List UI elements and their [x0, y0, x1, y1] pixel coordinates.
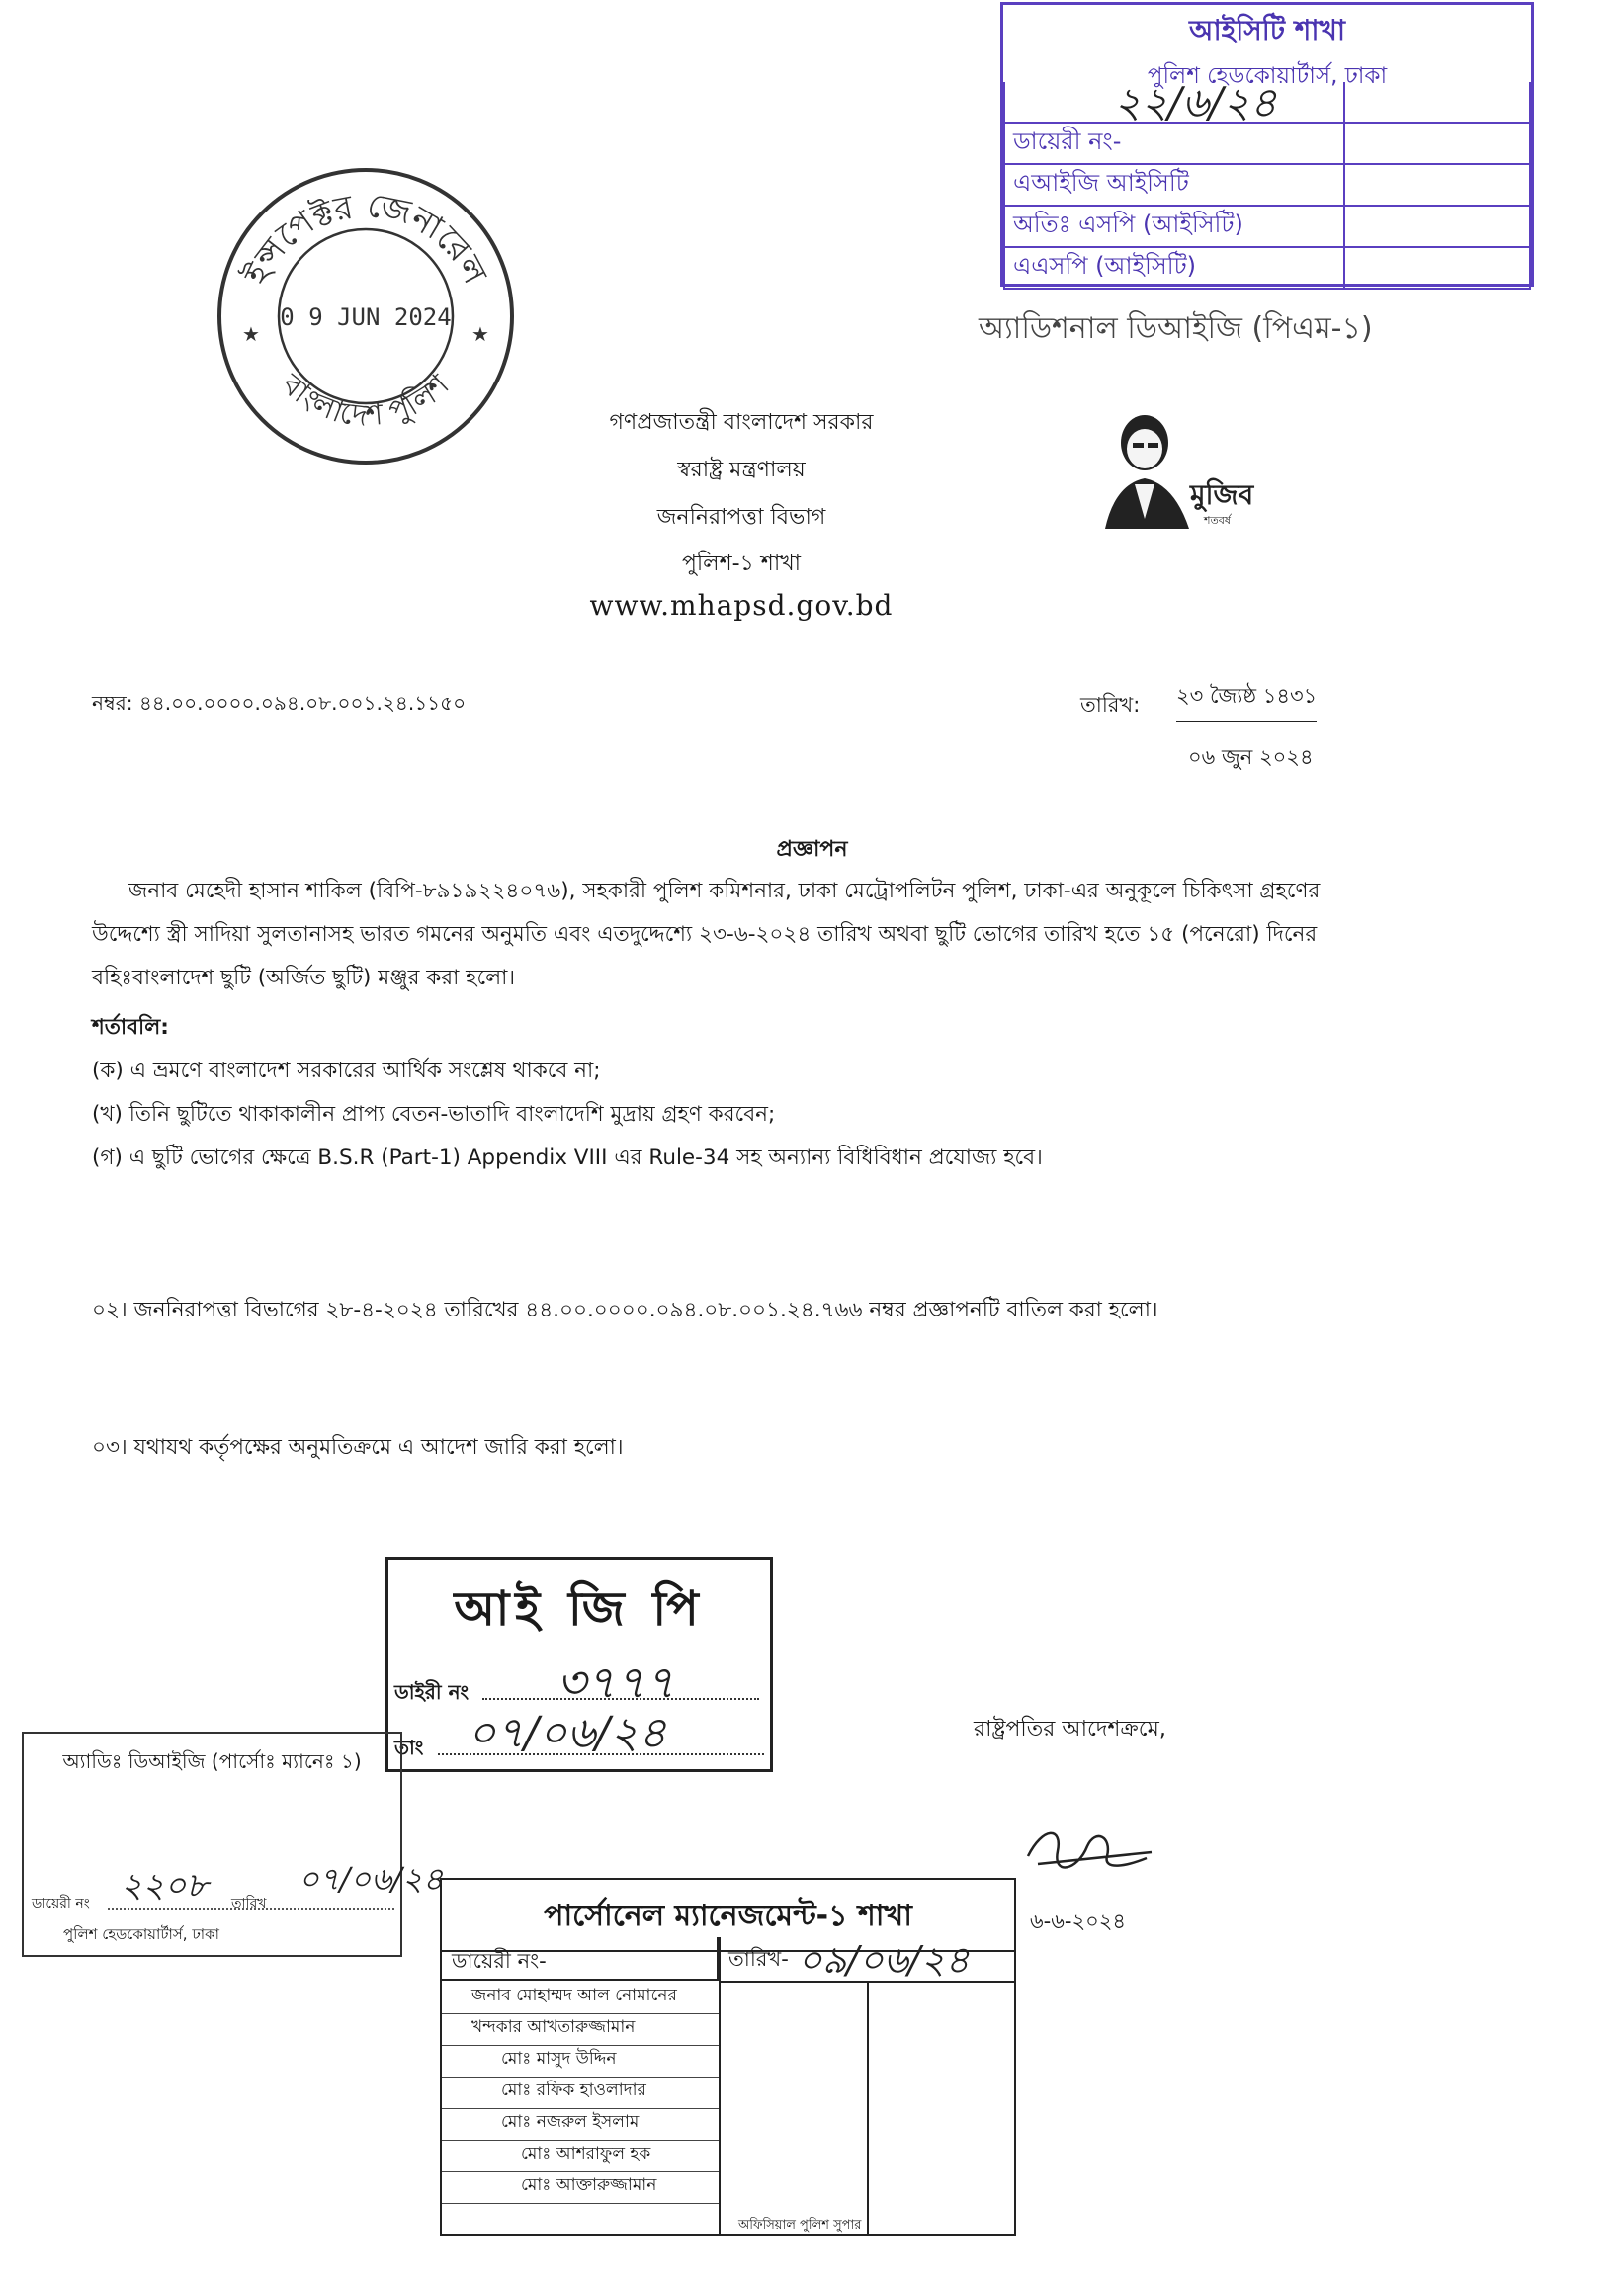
body-paragraph-3: ০৩। যথাযথ কর্তৃপক্ষের অনুমতিক্রমে এ আদেশ জারি করা হলো। — [92, 1435, 624, 1460]
adig-stamp-title: অ্যাডিঃ ডিআইজি (পার্সোঃ ম্যানেঃ ১) — [62, 1749, 362, 1773]
adig-stamp-footer: পুলিশ হেডকোয়ার্টার্স, ঢাকা — [63, 1925, 220, 1943]
ict-stamp-title: আইসিটি শাখা — [1189, 14, 1345, 46]
body-paragraph-2: ০২। জননিরাপত্তা বিভাগের ২৮-৪-২০২৪ তারিখের ৪৪.০০.০০০০.০৯৪.০৮.০০১.২৪.৭৬৬ নম্বর প্রজ্ঞাপনটি বাতিল করা হলো। — [92, 1298, 1158, 1322]
igp-date: ০৭/০৬/২৪ — [468, 1708, 667, 1758]
ict-row-aig: এআইজি আইসিটি — [1004, 164, 1344, 206]
list-item: মোঃ রফিক হাওলাদার — [442, 2078, 719, 2109]
list-item: মোঃ নজরুল ইসলাম — [442, 2109, 719, 2141]
adig-diary-stamp — [22, 1732, 444, 1957]
header-ministry: স্বরাষ্ট্র মন্ত্রণালয় — [677, 458, 806, 482]
list-item: জনাব মোহাম্মদ আল নোমানের — [442, 1983, 719, 2014]
president-order-text: রাষ্ট্রপতির আদেশক্রমে, — [974, 1717, 1166, 1741]
ict-received-date: ২২/৬/২৪ — [1114, 78, 1277, 127]
star-icon: ★ — [471, 322, 489, 346]
body-paragraph-1: জনাব মেহেদী হাসান শাকিল (বিপি-৮৯১৯২২৪০৭৬), সহকারী পুলিশ কমিশনার, ঢাকা মেট্রোপলিটন পুলিশ, ঢাকা-এর অনুকূলে চিকিৎসা গ্রহণের উদ্দেশ্যে স্ত্রী সাদিয়া সুলতানাসহ ভারত গমনের অনুমতি এবং এতদুদ্দেশ্যে ২৩-৬-২০২৪ তারিখ অথবা ছুটি ভোগের তারিখ হতে ১৫ (পনেরো) দিনের বহিঃবাংলাদেশ ছুটি (অর্জিত ছুটি) মঞ্জুর করা হলো। — [92, 879, 1321, 990]
adig-date-label: তারিখ — [231, 1896, 267, 1911]
pm-stamp-footer: অফিসিয়াল পুলিশ সুপার — [738, 2218, 862, 2233]
seal-date: 0 9 JUN 2024 — [280, 303, 452, 331]
adig-date: ০৭/০৬/২৪ — [299, 1860, 444, 1898]
header-branch: পুলিশ-১ শাখা — [681, 552, 802, 576]
igp-date-label: তাং — [394, 1736, 424, 1759]
condition-ga: (গ) এ ছুটি ভোগের ক্ষেত্রে B.S.R (Part-1) Appendix VIII এর Rule-34 সহ অন্যান্য বিধিবিধান প্রযোজ্য হবে। — [92, 1146, 1043, 1170]
pm-date: ০৯/০৬/২৪ — [798, 1938, 970, 1982]
personnel-management-stamp — [440, 1878, 1016, 2236]
conditions-title: শর্তাবলি: — [92, 1015, 169, 1040]
header-govt: গণপ্রজাতন্ত্রী বাংলাদেশ সরকার — [609, 410, 874, 435]
adig-diary-number: ২২০৮ — [121, 1866, 209, 1906]
pm-name-list — [442, 1983, 719, 2204]
header-division: জননিরাপত্তা বিভাগ — [656, 505, 826, 530]
igp-diary-label: ডাইরী নং — [394, 1680, 470, 1704]
notification-title: প্রজ্ঞাপন — [776, 837, 848, 862]
list-item: মোঃ মাসুদ উদ্দিন — [442, 2046, 719, 2078]
memo-date-english: ০৬ জুন ২০২৪ — [1188, 745, 1314, 769]
condition-ka: (ক) এ ভ্রমণে বাংলাদেশ সরকারের আর্থিক সংশ্লেষ থাকবে না; — [92, 1059, 601, 1083]
pm-date-label: তারিখ- — [728, 1947, 789, 1971]
emblem-subtext: শতবর্ষ — [1204, 514, 1231, 527]
memo-date-bangla: ২৩ জ্যৈষ্ঠ ১৪৩১ — [1176, 680, 1317, 722]
pm-stamp-title: পার্সোনেল ম্যানেজমেন্ট-১ শাখা — [442, 1880, 1014, 1952]
star-icon: ★ — [242, 322, 260, 346]
igp-diary-stamp — [385, 1557, 773, 1772]
condition-kha: (খ) তিনি ছুটিতে থাকাকালীন প্রাপ্য বেতন-ভাতাদি বাংলাদেশি মুদ্রায় গ্রহণ করবেন; — [92, 1102, 776, 1127]
seal-bottom-text: বাংলাদেশ পুলিশ — [275, 367, 457, 434]
pm-diary-label: ডায়েরী নং- — [442, 1937, 719, 1981]
list-item: মোঃ আশরাফুল হক — [442, 2141, 719, 2172]
igp-diary-number: ৩৭৭৭ — [556, 1656, 675, 1709]
ict-stamp-table — [1003, 82, 1531, 290]
ict-row-addl-sp: অতিঃ এসপি (আইসিটি) — [1004, 206, 1344, 247]
emblem-text: মুজিব — [1190, 478, 1254, 511]
adig-diary-label: ডায়েরী নং — [32, 1896, 90, 1911]
igp-stamp-title: আই জি পি — [454, 1581, 705, 1637]
ict-row-diary: ডায়েরী নং- — [1004, 123, 1344, 164]
header-website[interactable]: www.mhapsd.gov.bd — [589, 589, 894, 622]
signature-date: ৬-৬-২০২৪ — [1030, 1910, 1127, 1933]
list-item: খন্দকার আখতারুজ্জামান — [442, 2014, 719, 2046]
ict-row-asp: এএসপি (আইসিটি) — [1004, 247, 1344, 289]
list-item: মোঃ আক্তারুজ্জামান — [442, 2172, 719, 2204]
memo-date-label: তারিখ: — [1080, 693, 1141, 717]
seal-top-text: ইন্সপেক্টর জেনারেল — [236, 185, 495, 291]
pm1-label: অ্যাডিশনাল ডিআইজি (পিএম-১) — [979, 311, 1373, 346]
ict-branch-stamp — [1000, 2, 1534, 287]
officer-signature — [1018, 1817, 1156, 1886]
ict-stamp-subtitle: পুলিশ হেডকোয়ার্টার্স, ঢাকা — [1147, 63, 1388, 89]
memo-number: নম্বর: ৪৪.০০.০০০০.০৯৪.০৮.০০১.২৪.১১৫০ — [92, 691, 467, 715]
